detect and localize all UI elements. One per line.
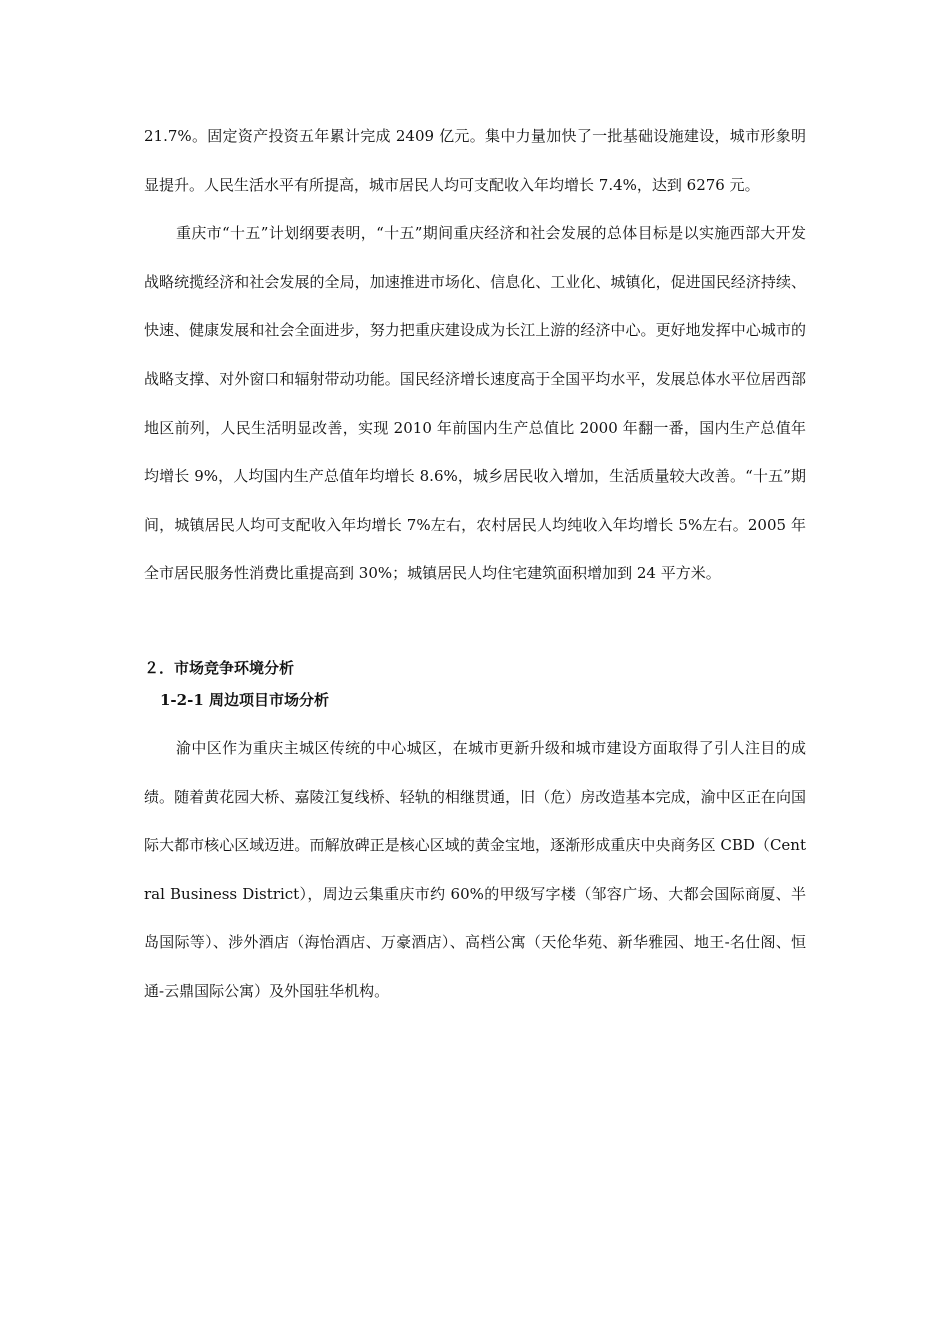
paragraph-yuzhong-district: 渝中区作为重庆主城区传统的中心城区，在城市更新升级和城市建设方面取得了引人注目的成绩。随着黄花园大桥、嘉陵江复线桥、轻轨的相继贯通，旧（危）房改造基本完成，渝中区正在向国际大都市核心区域迈进。而解放碑正是核心区域的黄金宝地，逐渐形成重庆中央商务区 CBD（Central Business District），周边云集重庆市约 60%的甲级写字楼（邹容广场、大都会国际商厦、半岛国际等）、涉外酒店（海怡酒店、万豪酒店）、高档公寓（天伦华苑、新华雅园、地王-名仕阁、恒通-云鼎国际公寓）及外国驻华机构。 [144, 738, 806, 1000]
spacer [144, 598, 806, 654]
paragraph-five-year-plan: 重庆市“十五”计划纲要表明，“十五”期间重庆经济和社会发展的总体目标是以实施西部大开发战略统揽经济和社会发展的全局，加速推进市场化、信息化、工业化、城镇化，促进国民经济持续、快速、健康发展和社会全面进步，努力把重庆建设成为长江上游的经济中心。更好地发挥中心城市的战略支撑、对外窗口和辐射带动功能。国民经济增长速度高于全国平均水平，发展总体水平位居西部地区前列，人民生活明显改善，实现 2010 年前国内生产总值比 2000 年翻一番，国内生产总值年均增长 9%，人均国内生产总值年均增长 8.6%，城乡居民收入增加，生活质量较大改善。“十五”期间，城镇居民人均可支配收入年均增长 7%左右，农村居民人均纯收入年均增长 5%左右。2005 年全市居民服务性消费比重提高到 30%；城镇居民人均住宅建筑面积增加到 24 平方米。 [144, 224, 806, 583]
document-page [144, 112, 806, 1016]
subsection-heading: 1-2-1 周边项目市场分析 [160, 690, 329, 709]
section-heading: ２．市场竞争环境分析 [144, 658, 295, 677]
paragraph-continuation: 21.7%。固定资产投资五年累计完成 2409 亿元。集中力量加快了一批基础设施建设，城市形象明显提升。人民生活水平有所提高，城市居民人均可支配收入年均增长 7.4%，达到 6276 元。 [144, 127, 806, 194]
